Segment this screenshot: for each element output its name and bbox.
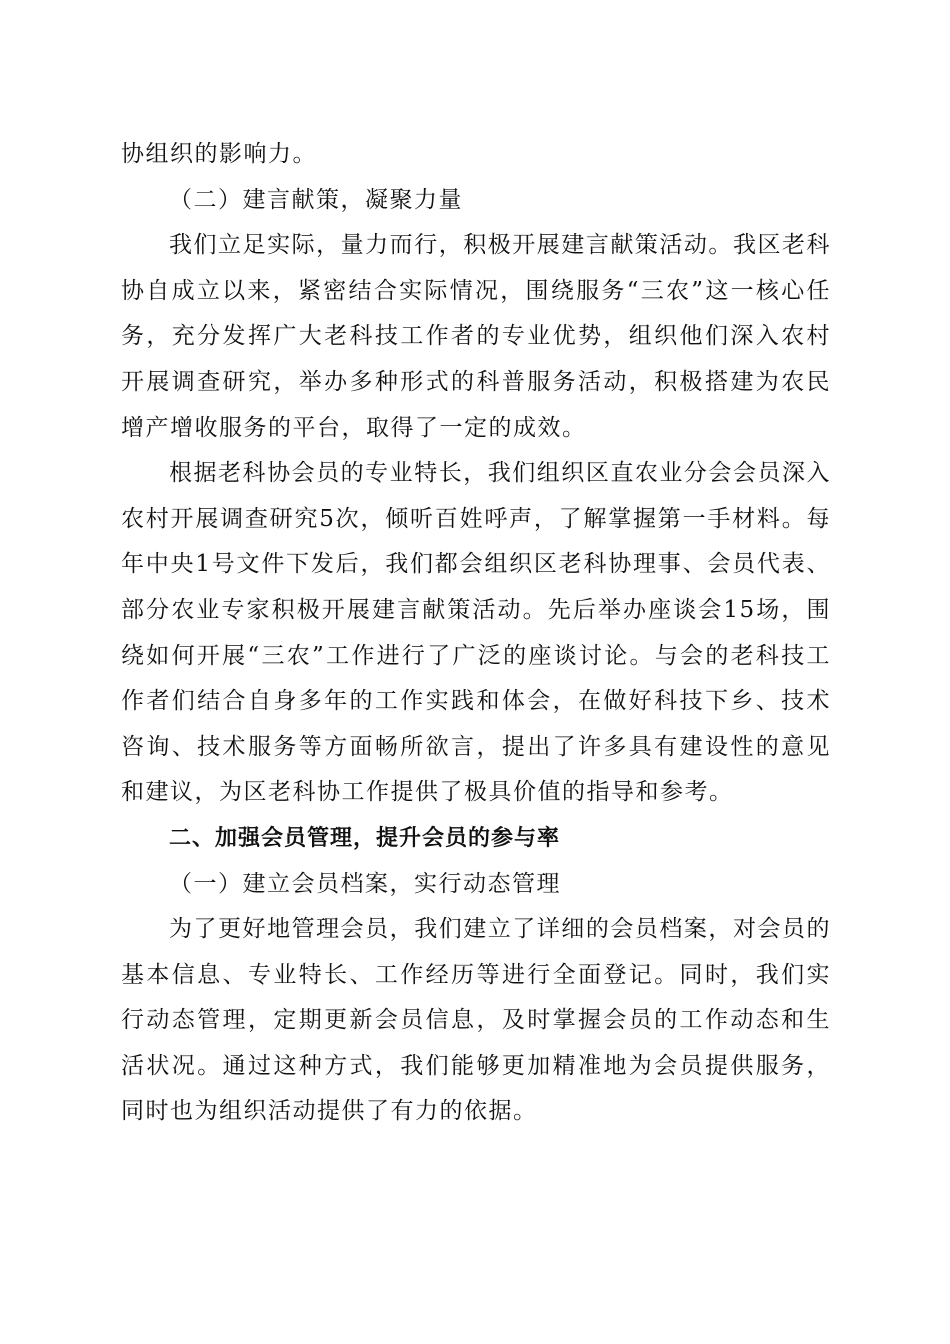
subheading-member-archives: （一）建立会员档案，实行动态管理 <box>169 870 561 897</box>
body-paragraph: 根据老科协会员的专业特长，我们组织区直农业分会会员深入农村开展调查研究5次，倾听百姓呼声，了解掌握第一手材料。每年中央1号文件下发后，我们都会组织区老科协理事、会员代表、部分农业专家积极开展建言献策活动。先后举办座谈会15场，围绕如何开展“三农”工作进行了广泛的座谈讨论。与会的老科技工作者们结合自身多年的工作实践和体会，在做好科技下乡、技术咨询、技术服务等方面畅所欲言，提出了许多具有建设性的意见和建议，为区老科协工作提供了极具价值的指导和参考。 <box>121 460 831 806</box>
body-paragraph: 为了更好地管理会员，我们建立了详细的会员档案，对会员的基本信息、专业特长、工作经历等进行全面登记。同时，我们实行动态管理，定期更新会员信息，及时掌握会员的工作动态和生活状况。通过这种方式，我们能够更加精准地为会员提供服务，同时也为组织活动提供了有力的依据。 <box>121 916 831 1125</box>
document-body <box>121 132 831 1135</box>
section-heading-member-management: 二、加强会员管理，提升会员的参与率 <box>169 825 561 851</box>
body-paragraph: 我们立足实际，量力而行，积极开展建言献策活动。我区老科协自成立以来，紧密结合实际情况，围绕服务“三农”这一核心任务，充分发挥广大老科技工作者的专业优势，组织他们深入农村开展调查研究，举办多种形式的科普服务活动，积极搭建为农民增产增收服务的平台，取得了一定的成效。 <box>121 232 831 441</box>
subheading-build-advice: （二）建言献策，凝聚力量 <box>169 186 463 213</box>
continuation-paragraph: 协组织的影响力。 <box>121 141 317 167</box>
